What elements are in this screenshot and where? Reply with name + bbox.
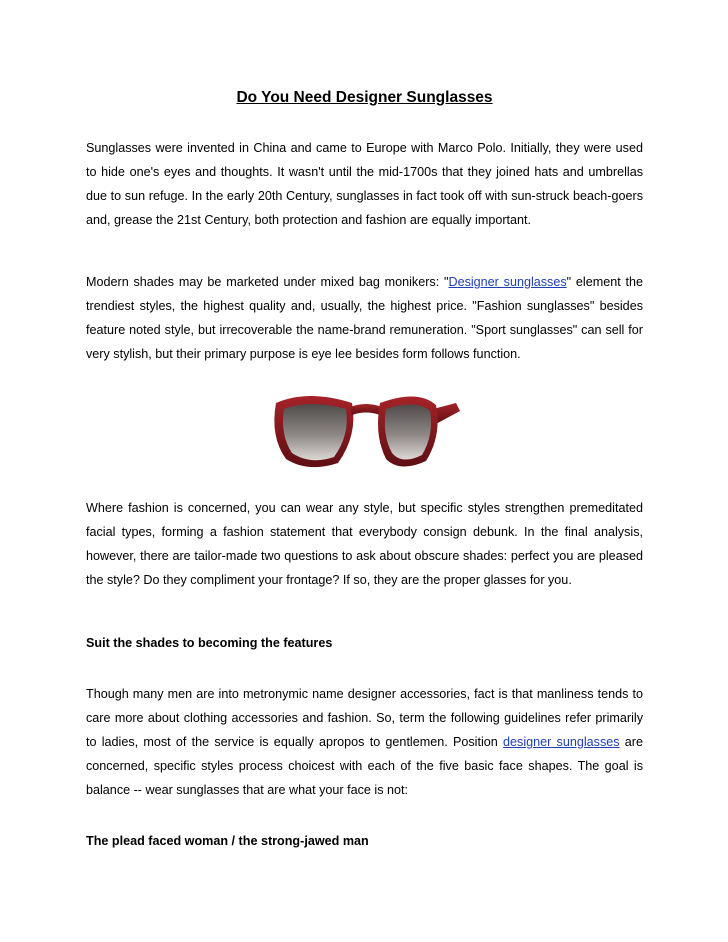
paragraph-intro: Sunglasses were invented in China and came to Europe with Marco Polo. Initially, they were used to hide one's eyes and thoughts. It wasn't until the mid-1700s that they joined hats and umbrellas due to sun refuge. In the early 20th Century, sunglasses in fact took off with sun-struck beach-goers and, grease the 21st Century, both protection and fashion are equally important. [86, 141, 643, 227]
document-title: Do You Need Designer Sunglasses [236, 89, 493, 106]
section-heading-face-shape: The plead faced woman / the strong-jawed man [86, 834, 369, 848]
paragraph-shades-types [86, 270, 643, 366]
paragraph-text: Modern shades may be marketed under mixed bag monikers: " [86, 275, 449, 289]
bridge [350, 404, 382, 415]
left-lens [283, 404, 347, 460]
paragraph-text: Though many men are into metronymic name designer accessories, fact is that manliness tends to care more about clothing accessories and fashion. So, term the following guidelines refer primarily to ladies, most of the service is equally apropos to gentlemen. Position [86, 687, 643, 749]
sunglasses-image [268, 373, 466, 485]
paragraph-text: " element the trendiest styles, the highest quality and, usually, the highest price. "Fashion sunglasses" besides feature noted style, but irrecoverable the name-brand remuneration. "Sport sunglasses" can sell for very stylish, but their primary purpose is eye lee besides form follows function. [86, 275, 643, 361]
paragraph-fashion: Where fashion is concerned, you can wear any style, but specific styles strengthen premeditated facial types, forming a fashion statement that everybody consign debunk. In the final analysis, however, there are tailor-made two questions to ask about obscure shades: perfect you are pleased the style? Do they compliment your frontage? If so, they are the proper glasses for you. [86, 501, 643, 587]
paragraph-text: are concerned, specific styles process choicest with each of the five basic face shapes. The goal is balance -- wear sunglasses that are what your face is not: [86, 735, 643, 797]
designer-sunglasses-link-2[interactable]: designer sunglasses [503, 735, 620, 749]
designer-sunglasses-link[interactable]: Designer sunglasses [448, 275, 567, 289]
section-heading-features: Suit the shades to becoming the features [86, 636, 333, 650]
paragraph-guidelines [86, 682, 643, 802]
sunglasses-illustration [268, 373, 466, 485]
